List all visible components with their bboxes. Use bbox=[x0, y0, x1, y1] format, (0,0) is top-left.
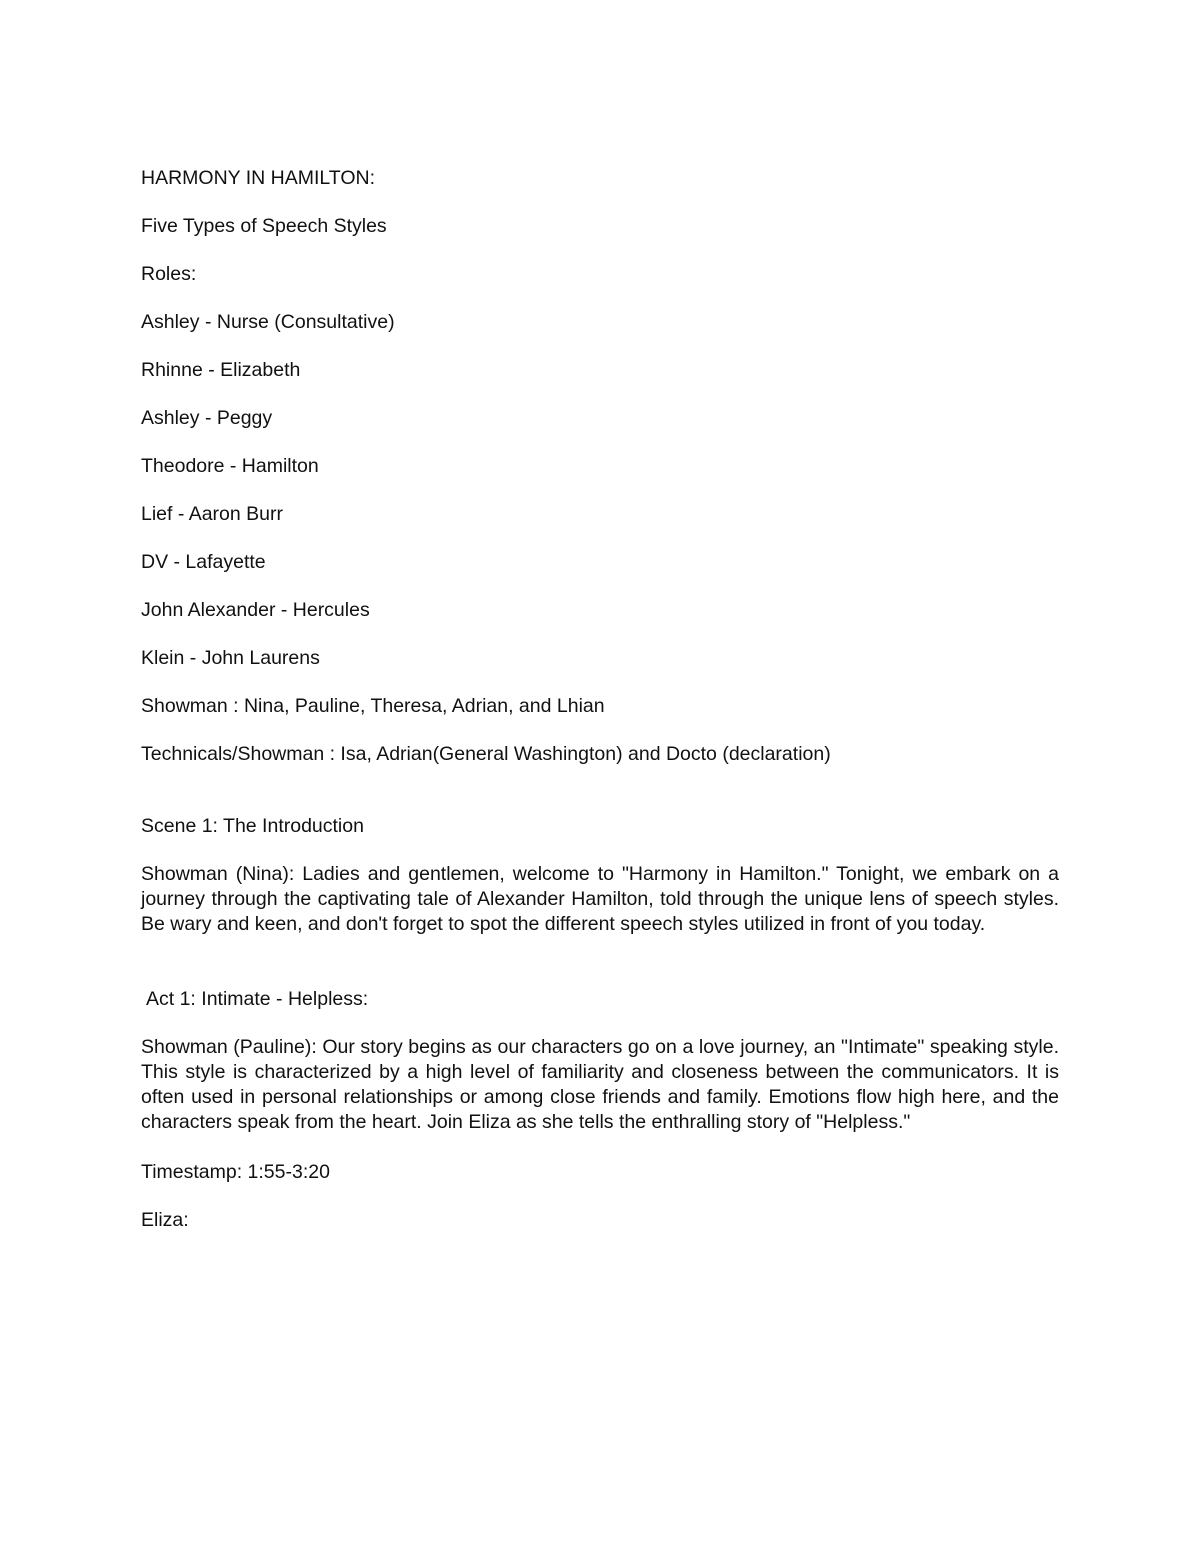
speaker-label: Eliza: bbox=[141, 1209, 189, 1231]
role-item: Ashley - Nurse (Consultative) bbox=[141, 311, 395, 333]
role-item: Showman : Nina, Pauline, Theresa, Adrian, and Lhian bbox=[141, 695, 605, 717]
act-heading: Act 1: Intimate - Helpless: bbox=[146, 988, 369, 1010]
role-item: John Alexander - Hercules bbox=[141, 599, 370, 621]
act-paragraph: Showman (Pauline): Our story begins as our characters go on a love journey, an "Intimate" speaking style. This style is characterized by a high level of familiarity and closeness between the communicators. It is often used in personal relationships or among close friends and family. Emotions flow high here, and the characters speak from the heart. Join Eliza as she tells the enthralling story of "Helpless." bbox=[141, 1036, 1059, 1133]
roles-heading: Roles: bbox=[141, 263, 197, 285]
role-item: Technicals/Showman : Isa, Adrian(General Washington) and Docto (declaration) bbox=[141, 743, 831, 765]
document-title: HARMONY IN HAMILTON: bbox=[141, 167, 376, 189]
role-item: DV - Lafayette bbox=[141, 551, 266, 573]
role-item: Lief - Aaron Burr bbox=[141, 503, 283, 525]
document-subtitle: Five Types of Speech Styles bbox=[141, 215, 387, 237]
scene-paragraph: Showman (Nina): Ladies and gentlemen, welcome to "Harmony in Hamilton." Tonight, we embark on a journey through the captivating tale of Alexander Hamilton, told through the unique lens of speech styles. Be wary and keen, and don't forget to spot the different speech styles utilized in front of you today. bbox=[141, 863, 1059, 935]
role-item: Rhinne - Elizabeth bbox=[141, 359, 301, 381]
role-item: Ashley - Peggy bbox=[141, 407, 273, 429]
timestamp: Timestamp: 1:55-3:20 bbox=[141, 1161, 330, 1183]
document-body bbox=[141, 166, 1059, 1256]
scene-heading: Scene 1: The Introduction bbox=[141, 815, 364, 837]
role-item: Klein - John Laurens bbox=[141, 647, 320, 669]
role-item: Theodore - Hamilton bbox=[141, 455, 319, 477]
